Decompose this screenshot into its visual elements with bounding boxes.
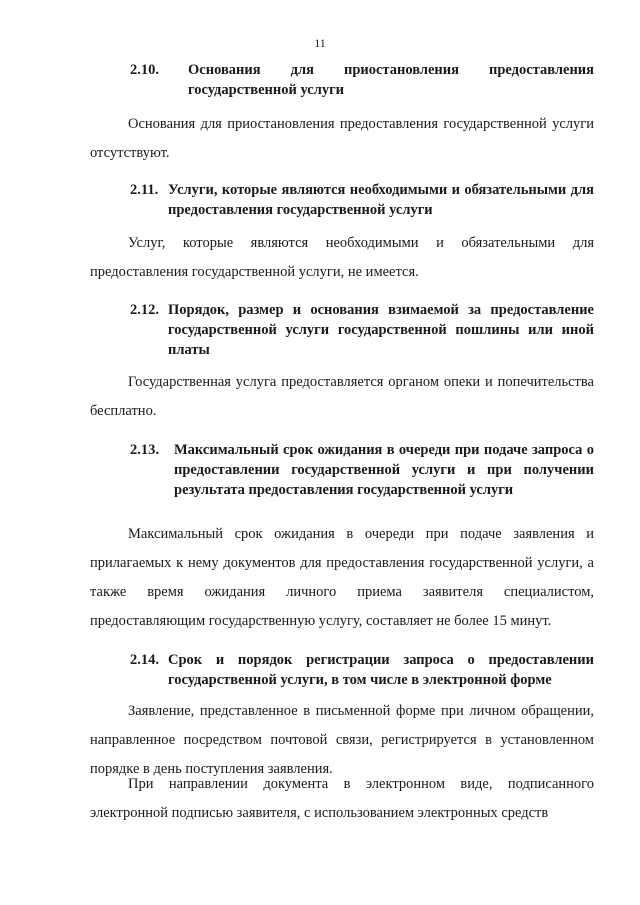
section-title: Максимальный срок ожидания в очереди при подаче запроса о предоставлении государственной услуги и при получении результата предоставления государственной услуги [174, 442, 594, 498]
section-paragraph: Основания для приостановления предоставления государственной услуги отсутствуют. [90, 116, 594, 161]
section-heading-2-11 [130, 180, 594, 220]
section-number: 2.13. [130, 442, 159, 458]
section-title: Основания для приостановления предоставления государственной услуги [188, 62, 594, 98]
section-number: 2.10. [130, 62, 159, 78]
section-number: 2.12. [130, 302, 159, 318]
section-number: 2.14. [130, 652, 159, 668]
section-paragraph: Заявление, представленное в письменной форме при личном обращении, направленное посредством почтовой связи, регистрируется в установленном порядке в день поступления заявления. [90, 703, 594, 777]
section-title: Порядок, размер и основания взимаемой за предоставление государственной услуги государственной пошлины или иной платы [168, 302, 594, 358]
section-paragraph: Государственная услуга предоставляется органом опеки и попечительства бесплатно. [90, 374, 594, 419]
section-heading-2-10 [130, 60, 594, 100]
section-heading-2-13 [130, 440, 594, 500]
section-number: 2.11. [130, 182, 159, 198]
section-title: Срок и порядок регистрации запроса о предоставлении государственной услуги, в том числе в электронной форме [168, 652, 594, 688]
section-paragraph: Максимальный срок ожидания в очереди при подаче заявления и прилагаемых к нему документов для предоставления государственной услуги, а также время ожидания личного приема заявителя специалистом, предоставляющим государственную услугу, составляет не более 15 минут. [90, 526, 594, 629]
section-paragraph: При направлении документа в электронном виде, подписанного электронной подписью заявителя, с использованием электронных средств [90, 776, 594, 821]
page-number: 11 [314, 36, 326, 50]
section-paragraph: Услуг, которые являются необходимыми и обязательными для предоставления государственной услуги, не имеется. [90, 235, 594, 280]
section-heading-2-12 [130, 300, 594, 360]
section-heading-2-14 [130, 650, 594, 690]
section-title: Услуги, которые являются необходимыми и обязательными для предоставления государственной услуги [168, 182, 594, 218]
